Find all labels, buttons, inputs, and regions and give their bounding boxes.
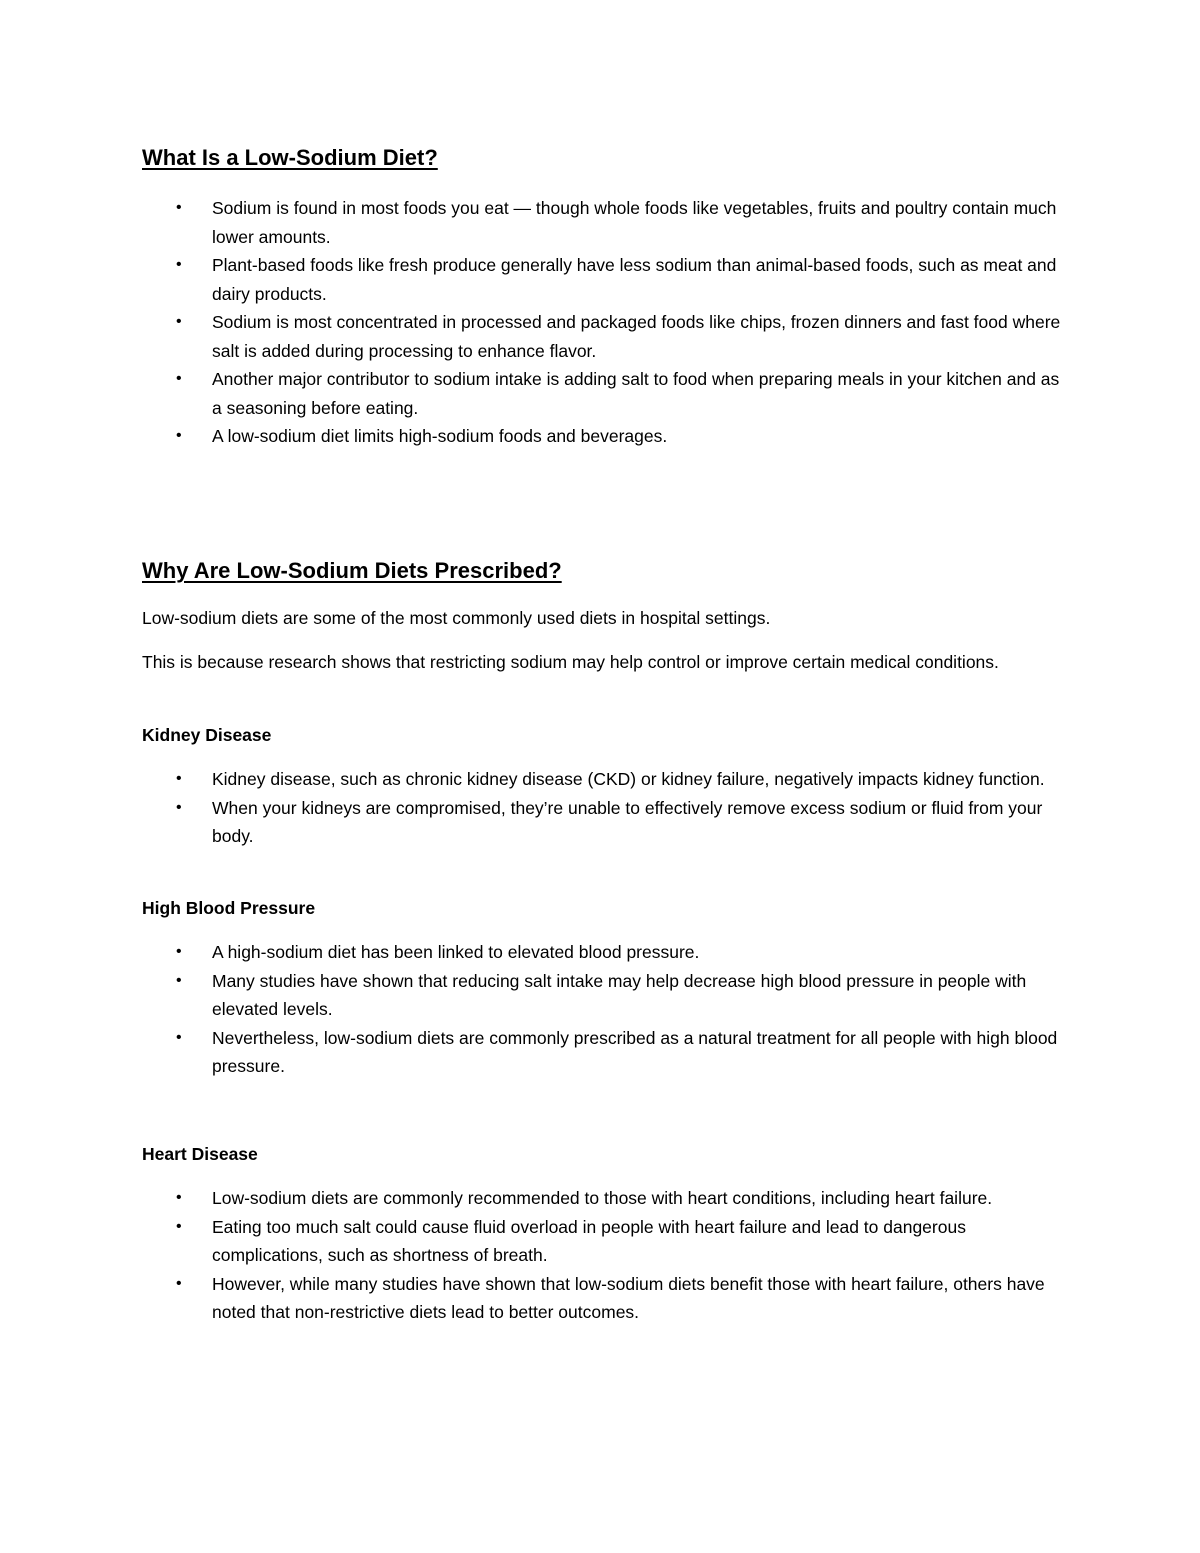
bullet-icon: • bbox=[176, 1028, 182, 1046]
list-item: • Plant-based foods like fresh produce generally have less sodium than animal-based foods, such as meat and dairy products. bbox=[142, 251, 1062, 308]
bullet-icon: • bbox=[176, 313, 182, 330]
list-item: • Eating too much salt could cause fluid overload in people with heart failure and lead to dangerous complications, such as shortness of breath. bbox=[142, 1213, 1062, 1270]
bullet-icon: • bbox=[176, 770, 182, 787]
list-item: • Kidney disease, such as chronic kidney disease (CKD) or kidney failure, negatively impacts kidney function. bbox=[142, 765, 1062, 794]
subheading-high-blood-pressure: High Blood Pressure bbox=[142, 898, 316, 918]
bullet-icon: • bbox=[176, 798, 182, 816]
paragraph-hospital-settings: Low-sodium diets are some of the most commonly used diets in hospital settings. bbox=[142, 608, 771, 628]
bullet-icon: • bbox=[176, 1274, 182, 1292]
bullet-list-low-sodium-diet bbox=[142, 194, 1062, 451]
list-item: • Sodium is found in most foods you eat — though whole foods like vegetables, fruits and poultry contain much lower amounts. bbox=[142, 194, 1062, 251]
bullet-icon: • bbox=[176, 1217, 182, 1235]
section-heading-low-sodium-diet: What Is a Low-Sodium Diet? bbox=[142, 145, 438, 170]
list-item: • A low-sodium diet limits high-sodium foods and beverages. bbox=[142, 422, 1062, 451]
list-item: • Another major contributor to sodium intake is adding salt to food when preparing meals in your kitchen and as a seasoning before eating. bbox=[142, 365, 1062, 422]
list-item: • Low-sodium diets are commonly recommended to those with heart conditions, including heart failure. bbox=[142, 1184, 1062, 1213]
section-heading-why-prescribed: Why Are Low-Sodium Diets Prescribed? bbox=[142, 558, 562, 583]
bullet-icon: • bbox=[176, 1189, 182, 1206]
list-item: • Sodium is most concentrated in processed and packaged foods like chips, frozen dinners and fast food where salt is added during processing to enhance flavor. bbox=[142, 308, 1062, 365]
bullet-icon: • bbox=[176, 427, 182, 444]
bullet-list-high-blood-pressure bbox=[142, 938, 1062, 1081]
bullet-icon: • bbox=[176, 199, 182, 216]
list-item: • A high-sodium diet has been linked to elevated blood pressure. bbox=[142, 938, 1062, 967]
list-item: • Nevertheless, low-sodium diets are commonly prescribed as a natural treatment for all people with high blood pressure. bbox=[142, 1024, 1062, 1081]
list-item: • When your kidneys are compromised, they’re unable to effectively remove excess sodium or fluid from your body. bbox=[142, 794, 1062, 851]
list-item: • Many studies have shown that reducing salt intake may help decrease high blood pressure in people with elevated levels. bbox=[142, 967, 1062, 1024]
subheading-kidney-disease: Kidney Disease bbox=[142, 725, 272, 745]
bullet-icon: • bbox=[176, 943, 182, 960]
list-item: • However, while many studies have shown that low-sodium diets benefit those with heart failure, others have noted that non-restrictive diets lead to better outcomes. bbox=[142, 1270, 1062, 1327]
subheading-heart-disease: Heart Disease bbox=[142, 1144, 258, 1164]
bullet-list-heart-disease bbox=[142, 1184, 1062, 1327]
bullet-icon: • bbox=[176, 971, 182, 989]
bullet-icon: • bbox=[176, 256, 182, 273]
paragraph-research: This is because research shows that restricting sodium may help control or improve certain medical conditions. bbox=[142, 652, 999, 672]
bullet-icon: • bbox=[176, 370, 182, 387]
bullet-list-kidney-disease bbox=[142, 765, 1062, 851]
